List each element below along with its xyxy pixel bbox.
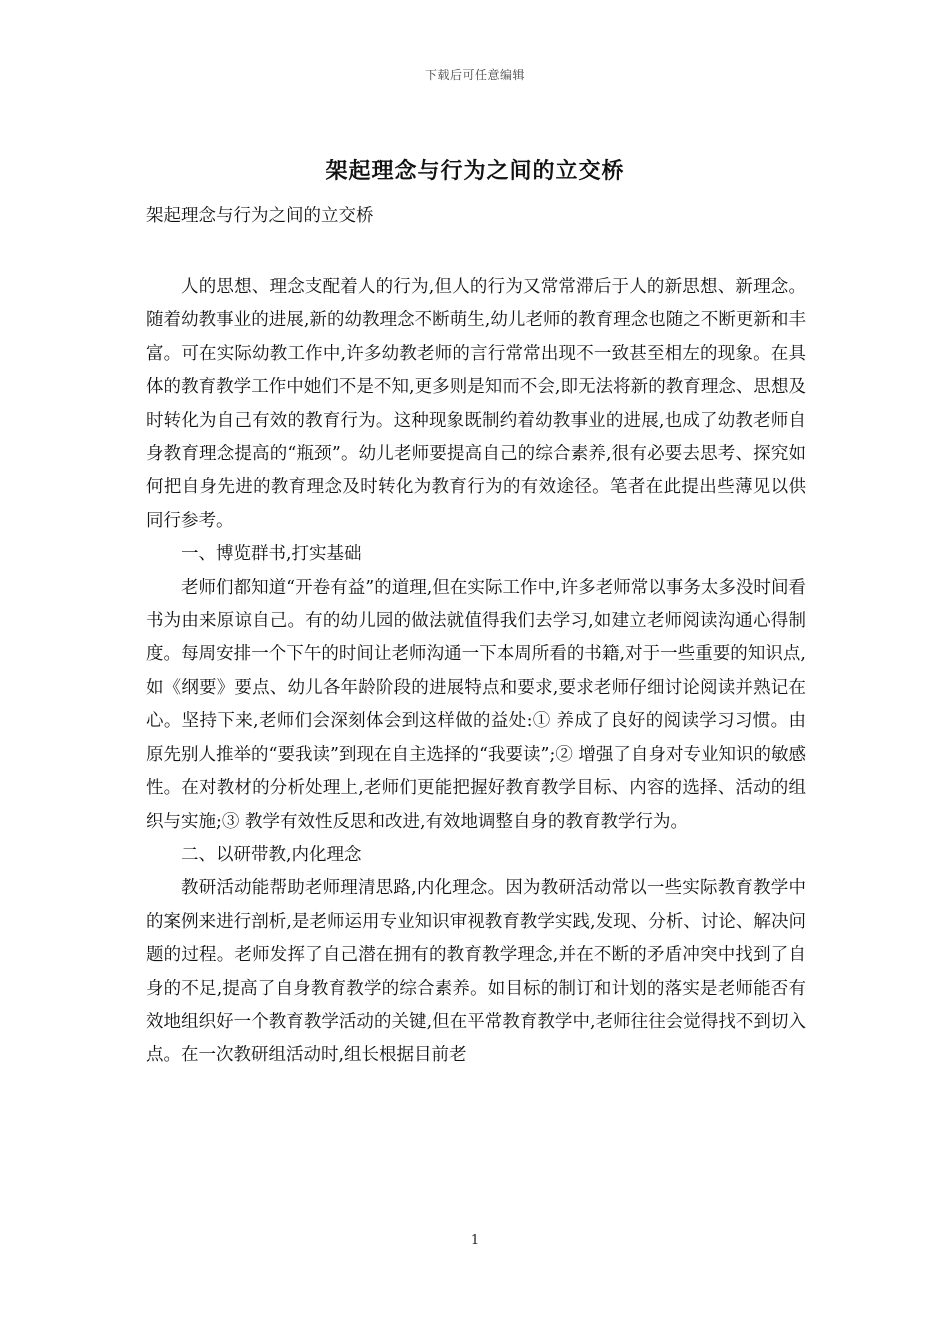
paragraph-section-2: 教研活动能帮助老师理清思路,内化理念。因为教研活动常以一些实际教育教学中的案例来进行剖析,是老师运用专业知识审视教育教学实践,发现、分析、讨论、解决问题的过程。老师发挥了自己潜在拥有的教育教学理念,并在不断的矛盾冲突中找到了自身的不足,提高了自身教育教学的综合素养。如目标的制订和计划的落实是老师能否有效地组织好一个教育教学活动的关键,但在平常教育教学中,老师往往会觉得找不到切入点。在一次教研组活动时,组长根据目前老: [146, 878, 806, 1066]
document-title: 架起理念与行为之间的立交桥: [325, 158, 625, 184]
section-heading-2: 二、以研带教,内化理念: [181, 844, 362, 865]
document-body: [146, 271, 806, 1073]
paragraph-intro: 人的思想、理念支配着人的行为,但人的行为又常常滞后于人的新思想、新理念。随着幼教事业的进展,新的幼教理念不断萌生,幼儿老师的教育理念也随之不断更新和丰富。可在实际幼教工作中,许多幼教老师的言行常常出现不一致甚至相左的现象。在具体的教育教学工作中她们不是不知,更多则是知而不会,即无法将新的教育理念、思想及时转化为自己有效的教育行为。这种现象既制约着幼教事业的进展,也成了幼教老师自身教育理念提高的“瓶颈”。幼儿老师要提高自己的综合素养,很有必要去思考、探究如何把自身先进的教育理念及时转化为教育行为的有效途径。笔者在此提出些薄见以供同行参考。: [146, 277, 806, 531]
page-header-note: 下载后可任意编辑: [424, 68, 525, 82]
page-number: 1: [470, 1233, 480, 1248]
paragraph-section-1: 老师们都知道“开卷有益”的道理,但在实际工作中,许多老师常以事务太多没时间看书为由来原谅自己。有的幼儿园的做法就值得我们去学习,如建立老师阅读沟通心得制度。每周安排一个下午的时间让老师沟通一下本周所看的书籍,对于一些重要的知识点,如《纲要》要点、幼儿各年龄阶段的进展特点和要求,要求老师仔细讨论阅读并熟记在心。坚持下来,老师们会深刻体会到这样做的益处:① 养成了良好的阅读学习习惯。由原先别人推举的“要我读”到现在自主选择的“我要读”;② 增强了自身对专业知识的敏感性。在对教材的分析处理上,老师们更能把握好教育教学目标、内容的选择、活动的组织与实施;③ 教学有效性反思和改进,有效地调整自身的教育教学行为。: [146, 577, 806, 832]
section-heading-1: 一、博览群书,打实基础: [181, 544, 362, 565]
document-subtitle: 架起理念与行为之间的立交桥: [146, 206, 374, 226]
